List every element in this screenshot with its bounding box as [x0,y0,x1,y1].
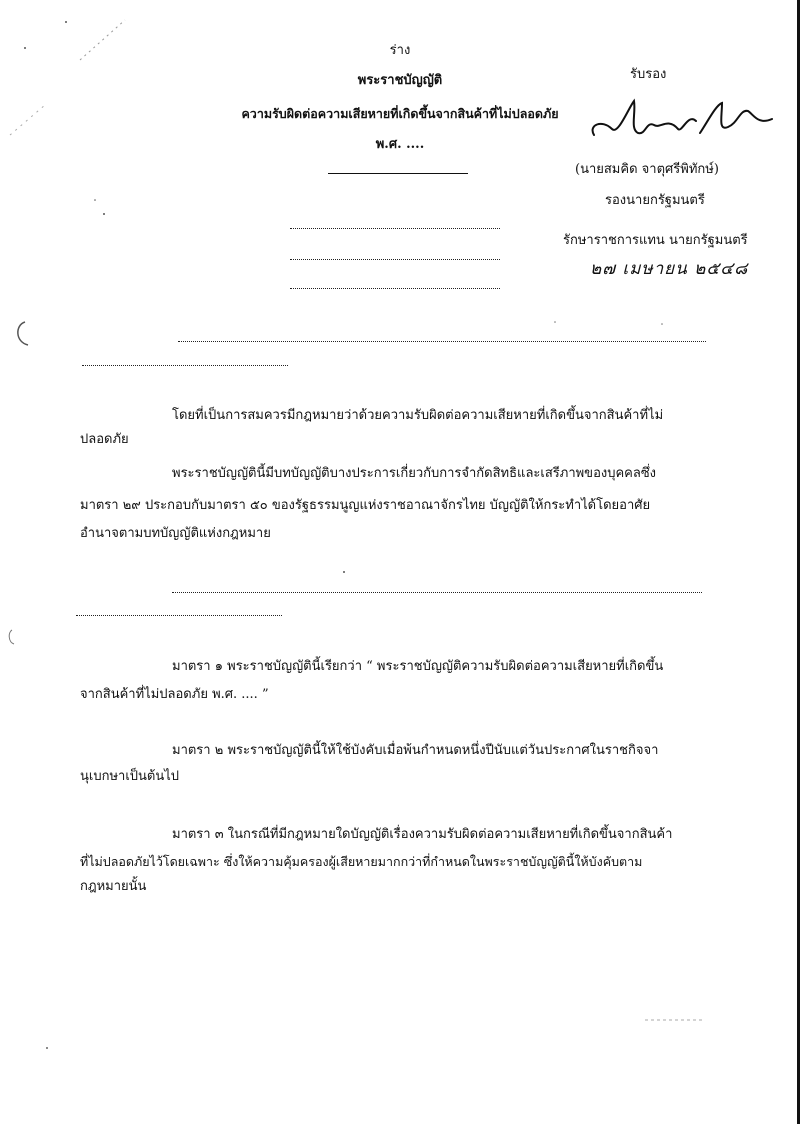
section-text: พระราชบัญญัตินี้ให้ใช้บังคับเมื่อพ้นกำหนดหนึ่งปีนับแต่วันประกาศในราชกิจจา [227,743,659,758]
section-number: มาตรา ๓ [172,827,224,842]
certified-label: รับรอง [630,67,667,82]
draft-label: ร่าง [389,43,411,58]
signer-name: (นายสมคิด จาตุศรีพิทักษ์) [575,162,719,177]
constitution-line-3: อำนาจตามบทบัญญัติแห่งกฎหมาย [80,526,271,541]
section-3-line-2: ที่ไม่ปลอดภัยไว้โดยเฉพาะ ซึ่งให้ความคุ้มครองผู้เสียหายมากกว่าที่กำหนดในพระราชบัญญัตินี้ให้บังคับตาม [80,854,643,869]
section-3-line-3: กฎหมายนั้น [80,879,147,894]
section-text: พระราชบัญญัตินี้เรียกว่า “ พระราชบัญญัติความรับผิดต่อความเสียหายที่เกิดขึ้น [227,659,664,674]
constitution-line-2: มาตรา ๒๙ ประกอบกับมาตรา ๕๐ ของรัฐธรรมนูญแห่งราชอาณาจักรไทย บัญญัติให้กระทำได้โดยอาศัย [80,498,651,513]
signature-date: ๒๗ เมษายน ๒๕๔๘ [590,259,749,279]
section-text: ในกรณีที่มีกฎหมายใดบัญญัติเรื่องความรับผิดต่อความเสียหายที่เกิดขึ้นจากสินค้า [227,827,673,842]
preamble-line-2: ปลอดภัย [80,432,129,447]
section-number: มาตรา ๑ [172,659,223,674]
act-subject: ความรับผิดต่อความเสียหายที่เกิดขึ้นจากสินค้าที่ไม่ปลอดภัย [241,106,559,121]
signer-position: รองนายกรัฐมนตรี [605,193,705,208]
section-1-line-2: จากสินค้าที่ไม่ปลอดภัย พ.ศ. .... ” [80,687,269,702]
section-2-line-2: นุเบกษาเป็นต้นไป [80,769,180,784]
section-number: มาตรา ๒ [172,743,224,758]
constitution-line-1: พระราชบัญญัตินี้มีบทบัญญัติบางประการเกี่ยวกับการจำกัดสิทธิและเสรีภาพของบุคคลซึ่ง [172,466,657,481]
act-year: พ.ศ. .... [375,137,425,152]
acting-for: รักษาราชการแทน นายกรัฐมนตรี [563,233,748,248]
preamble-line-1: โดยที่เป็นการสมควรมีกฎหมายว่าด้วยความรับผิดต่อความเสียหายที่เกิดขึ้นจากสินค้าที่ไม่ [172,408,664,423]
act-title: พระราชบัญญัติ [357,73,443,88]
